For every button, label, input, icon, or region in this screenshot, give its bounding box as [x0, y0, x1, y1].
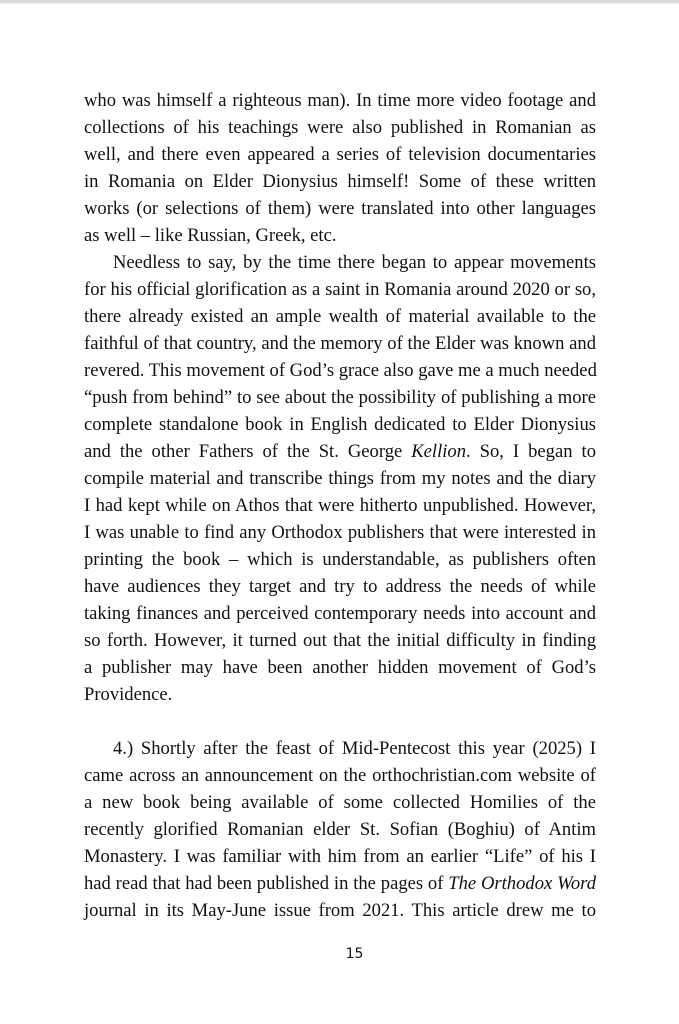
text-line: in Romania on Elder Dionysius himself! Some of these written — [84, 171, 596, 192]
text-line: who was himself a righteous man). In time more video footage and — [84, 90, 596, 111]
text-line: 4.) Shortly after the feast of Mid-Pentecost this year (2025) I — [113, 738, 596, 759]
text-line: faithful of that country, and the memory of the Elder was known and — [84, 333, 596, 354]
italic-text: The Orthodox Word — [448, 873, 596, 894]
text-line: well, and there even appeared a series of television documentaries — [84, 144, 596, 165]
text-line: “push from behind” to see about the possibility of publishing a more — [84, 387, 596, 408]
text-line: revered. This movement of God’s grace also gave me a much needed — [84, 360, 597, 381]
document-page-body — [84, 87, 596, 924]
text-line: I was unable to find any Orthodox publishers that were interested in — [84, 522, 596, 543]
paragraph-2 — [84, 249, 596, 708]
text-line-with-italic: and the other Fathers of the St. George Kellion. So, I began to — [84, 441, 596, 462]
text-line: as well – like Russian, Greek, etc. — [84, 225, 337, 246]
text-line: Monastery. I was familiar with him from an earlier “Life” of his I — [84, 846, 596, 867]
text-line: Providence. — [84, 684, 173, 705]
paragraph-1 — [84, 87, 596, 249]
text-line: compile material and transcribe things from my notes and the diary — [84, 468, 596, 489]
text-line: journal in its May-June issue from 2021. This article drew me to — [84, 900, 596, 921]
page-number: 15 — [345, 946, 364, 962]
page-top-border — [0, 0, 679, 4]
text-line: printing the book – which is understandable, as publishers often — [84, 549, 596, 570]
text-line: taking finances and perceived contemporary needs into account and — [84, 603, 596, 624]
text-line: collections of his teachings were also published in Romanian as — [84, 117, 596, 138]
text-line: recently glorified Romanian elder St. Sofian (Boghiu) of Antim — [84, 819, 596, 840]
text-line: a publisher may have been another hidden movement of God’s — [84, 657, 596, 678]
text-line: complete standalone book in English dedicated to Elder Dionysius — [84, 414, 596, 435]
text-line: a new book being available of some collected Homilies of the — [84, 792, 596, 813]
text-line: works (or selections of them) were translated into other languages — [84, 198, 596, 219]
paragraph-3 — [84, 735, 596, 924]
text-line: there already existed an ample wealth of material available to the — [84, 306, 596, 327]
text-line: so forth. However, it turned out that the initial difficulty in finding — [84, 630, 596, 651]
text-line: came across an announcement on the orthochristian.com website of — [84, 765, 596, 786]
text-line: I had kept while on Athos that were hitherto unpublished. However, — [84, 495, 596, 516]
text-line: Needless to say, by the time there began to appear movements — [113, 252, 596, 273]
text-line-with-italic: had read that had been published in the pages of The Orthodox Word — [84, 873, 596, 894]
paragraph-spacer — [84, 708, 596, 735]
text-line: have audiences they target and try to address the needs of while — [84, 576, 596, 597]
text-line: for his official glorification as a saint in Romania around 2020 or so, — [84, 279, 596, 300]
italic-text: Kellion — [411, 441, 466, 462]
